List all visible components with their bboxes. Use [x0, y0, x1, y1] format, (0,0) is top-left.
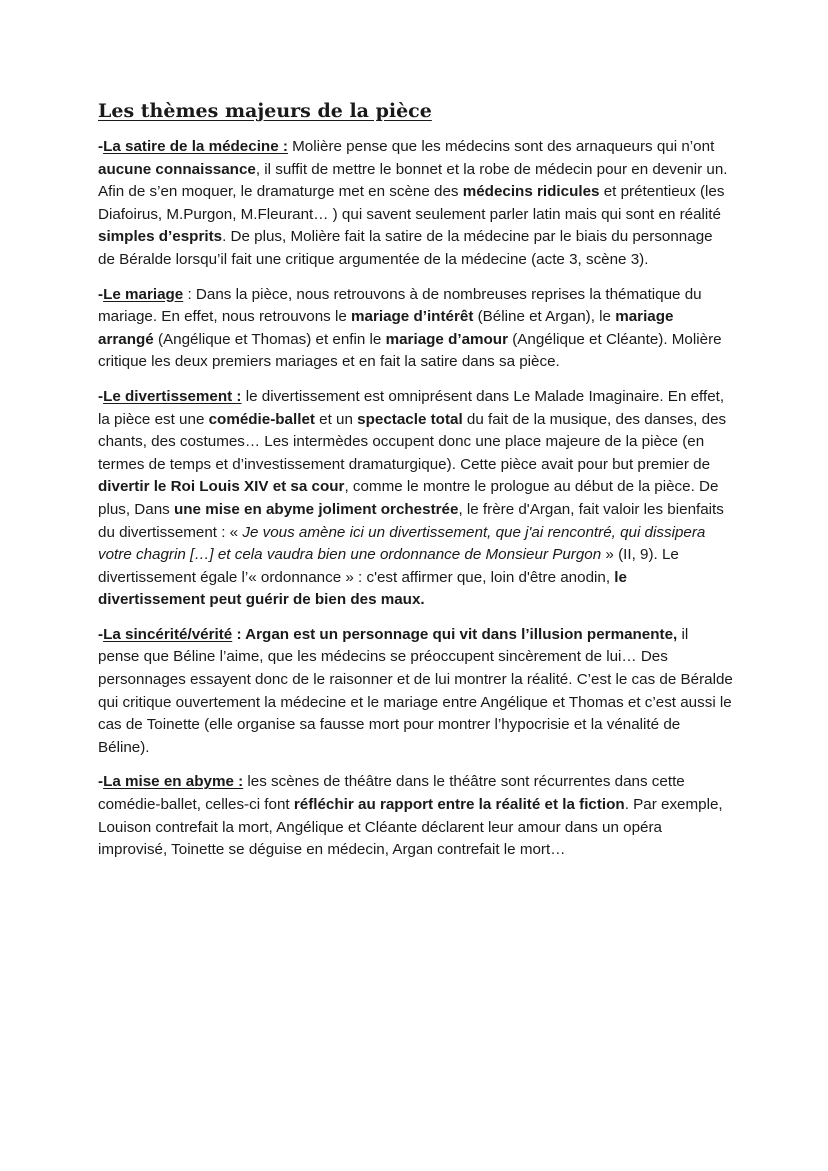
- bold-text: mariage d’intérêt: [351, 308, 474, 326]
- body-text: . Par exemple, Louison contrefait la mort, Angélique et Cléante déclarent leur amour dans un opéra improvisé, Toinette se déguise en médecin, Argan contrefait le mort…: [98, 796, 723, 859]
- bold-text: médecins ridicules: [462, 183, 600, 201]
- bold-text: mariage arrangé: [98, 308, 674, 348]
- body-text: (Angélique et Thomas) et enfin le: [153, 330, 386, 348]
- body-text: (Béline et Argan), le: [473, 308, 616, 326]
- bold-text: simples d’esprits: [98, 228, 223, 246]
- body-text: . De plus, Molière fait la satire de la médecine par le biais du personnage de Béralde lorsqu’il fait une critique argumentée de la médecine (acte 3, scène 3).: [98, 228, 713, 268]
- section-heading: La satire de la médecine :: [103, 138, 288, 155]
- body-text: du fait de la musique, des danses, des chants, des costumes… Les intermèdes occupent donc une place majeure de la pièce (en termes de temps et d’investissement dramaturgique). Cette pièce avait pour but premier de: [98, 410, 727, 473]
- body-text: Molière pense que les médecins sont des arnaqueurs qui n’ont: [287, 138, 715, 155]
- body-text: , il suffit de mettre le bonnet et la robe de médecin pour en devenir un. Afin de s’en moquer, le dramaturge met en scène des: [98, 160, 728, 201]
- section-paragraph: [98, 624, 733, 760]
- sections-container: [98, 136, 733, 862]
- section-paragraph: [98, 386, 733, 612]
- body-text: et un: [314, 410, 358, 428]
- section-paragraph: [98, 136, 733, 272]
- bold-text: mariage d’amour: [385, 330, 508, 348]
- bold-text: une mise en abyme joliment orchestrée: [173, 500, 459, 518]
- section-heading: La sincérité/vérité: [103, 625, 233, 643]
- body-text: le divertissement est omniprésent dans Le Malade Imaginaire. En effet, la pièce est une: [98, 387, 725, 428]
- document-page: [98, 98, 733, 874]
- bold-text: comédie-ballet: [208, 410, 315, 428]
- bold-text: aucune connaissance: [98, 160, 256, 178]
- bold-text: spectacle total: [357, 410, 463, 428]
- quote-text: Je vous amène ici un divertissement, que j'ai rencontré, qui dissipera votre chagrin […] et cela vaudra bien une ordonnance de Monsieur Purgon: [98, 523, 706, 564]
- body-text: » (II, 9). Le divertissement égale l’« ordonnance » : c'est affirmer que, loin d'être anodin,: [98, 546, 679, 586]
- section-dash: -: [98, 773, 104, 791]
- bold-text: : Argan est un personnage qui vit dans l’illusion permanente,: [232, 625, 678, 643]
- section-heading: Le divertissement :: [103, 387, 242, 405]
- body-text: et prétentieux (les Diafoirus, M.Purgon, M.Fleurant… ) qui savent seulement parler latin mais qui sont en réalité: [98, 183, 725, 223]
- body-text: , comme le montre le prologue au début de la pièce. De plus, Dans: [98, 478, 719, 518]
- section-heading: Le mariage: [103, 285, 184, 303]
- section-dash: -: [98, 285, 104, 303]
- page-title: Les thèmes majeurs de la pièce: [98, 100, 432, 122]
- body-text: , le frère d'Argan, fait valoir les bienfaits du divertissement : «: [98, 500, 724, 541]
- body-text: : Dans la pièce, nous retrouvons à de nombreuses reprises la thématique du mariage. En effet, nous retrouvons le: [98, 285, 702, 326]
- section-paragraph: [98, 771, 733, 861]
- section-dash: -: [98, 387, 104, 405]
- section-paragraph: [98, 284, 733, 374]
- bold-text: réfléchir au rapport entre la réalité et la fiction: [293, 796, 625, 814]
- section-heading: La mise en abyme :: [103, 773, 244, 791]
- body-text: il pense que Béline l’aime, que les médecins se préoccupent sincèrement de lui… Des personnages essayent donc de le raisonner et de lui montrer la réalité. C’est le cas de Béralde qui critique ouvertement la médecine et le mariage entre Angélique et Thomas et c’est aussi le cas de Toinette (elle organise sa fausse mort pour montrer l’hypocrisie et la vénalité de Béline).: [98, 625, 733, 756]
- section-dash: -: [98, 625, 104, 643]
- section-dash: -: [98, 138, 104, 155]
- bold-text: divertir le Roi Louis XIV et sa cour: [98, 478, 345, 496]
- body-text: (Angélique et Cléante). Molière critique les deux premiers mariages et en fait la satire dans sa pièce.: [98, 330, 722, 371]
- body-text: les scènes de théâtre dans le théâtre sont récurrentes dans cette comédie-ballet, celles-ci font: [98, 773, 685, 814]
- bold-text: le divertissement peut guérir de bien des maux.: [98, 568, 627, 609]
